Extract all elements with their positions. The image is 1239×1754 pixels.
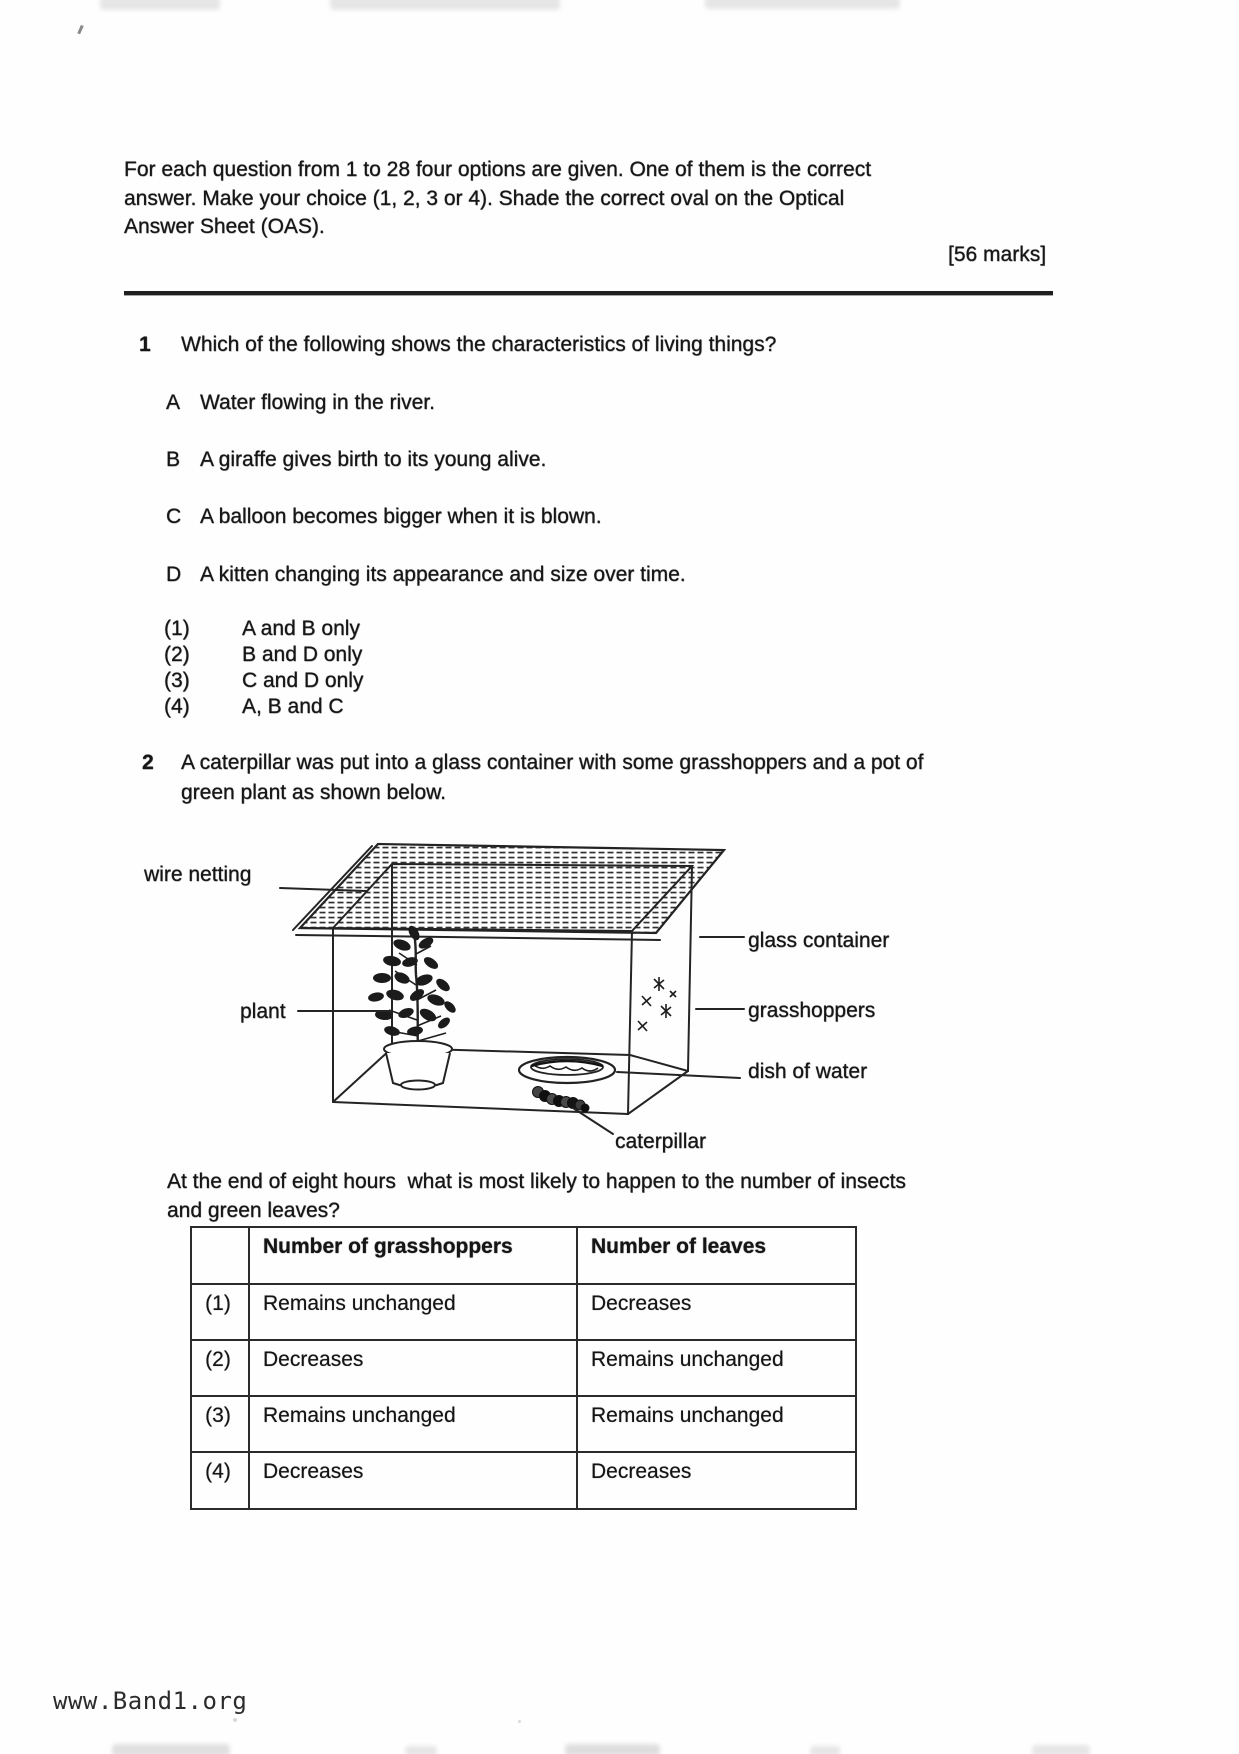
plant-figure [367,924,457,1049]
table-cell-leaves: Remains unchanged [577,1340,856,1396]
wire-netting [293,844,724,940]
option-letter: B [166,448,181,471]
table-cell-leaves: Decreases [577,1452,856,1509]
table-cell-grasshoppers: Decreases [249,1452,577,1509]
scan-speck [518,1720,521,1723]
table-row [191,1452,856,1509]
table-cell-option: (2) [191,1340,249,1396]
table-cell-grasshoppers: Decreases [249,1340,577,1396]
scan-smudge [705,0,900,9]
question-text: Which of the following shows the characteristics of living things? [181,333,777,356]
table-row [191,1340,856,1396]
question-text: and green leaves? [167,1199,340,1222]
option-text: A balloon becomes bigger when it is blown. [200,505,602,528]
source-website: www.Band1.org [53,1687,248,1715]
marks-allocation: [56 marks] [948,243,1047,266]
option-letter: C [166,505,182,528]
question-number: 2 [142,751,154,774]
diagram-label-wire-netting: wire netting [144,863,252,886]
table-cell-leaves: Decreases [577,1284,856,1340]
table-cell-option: (3) [191,1396,249,1452]
choice-text: A, B and C [242,695,344,718]
diagram-label-dish-of-water: dish of water [748,1060,868,1083]
scan-speck [233,1718,237,1722]
choice-text: C and D only [242,669,364,692]
diagram-label-glass-container: glass container [748,929,890,952]
caterpillar-figure [533,1087,590,1113]
table-cell-option: (4) [191,1452,249,1509]
scan-smudge [565,1744,660,1754]
answer-table [190,1226,857,1510]
grasshopper-marks [638,977,676,1031]
table-row [191,1396,856,1452]
scan-smudge [1032,1745,1090,1754]
scan-smudge [810,1746,840,1754]
table-cell-grasshoppers: Remains unchanged [249,1284,577,1340]
table-header-blank [191,1227,249,1284]
question-text: green plant as shown below. [181,781,447,804]
choice-label: (4) [164,695,190,718]
option-letter: D [166,563,182,586]
diagram-label-caterpillar: caterpillar [615,1130,707,1153]
plant-pot [384,1041,452,1090]
scan-smudge [405,1746,437,1754]
diagram-label-plant: plant [240,1000,286,1023]
instructions-line: answer. Make your choice (1, 2, 3 or 4). Shade the correct oval on the Optical [124,187,845,210]
section-divider [124,291,1053,295]
instructions-line: Answer Sheet (OAS). [124,215,325,238]
scan-smudge [330,0,560,10]
choice-label: (3) [164,669,190,692]
instructions-line: For each question from 1 to 28 four options are given. One of them is the correct [124,158,872,181]
option-text: A kitten changing its appearance and size over time. [200,563,686,586]
scan-smudge [100,0,220,10]
table-cell-leaves: Remains unchanged [577,1396,856,1452]
option-text: Water flowing in the river. [200,391,435,414]
question-text: A caterpillar was put into a glass container with some grasshoppers and a pot of [181,751,924,774]
water-dish [519,1057,615,1083]
choice-text: A and B only [242,617,360,640]
question-number: 1 [139,333,151,356]
choice-label: (2) [164,643,190,666]
diagram-label-grasshoppers: grasshoppers [748,999,876,1022]
table-header-grasshoppers: Number of grasshoppers [249,1227,577,1284]
scan-tick-mark [77,25,83,34]
choice-text: B and D only [242,643,363,666]
table-cell-option: (1) [191,1284,249,1340]
option-text: A giraffe gives birth to its young alive. [200,448,547,471]
question-text: At the end of eight hours what is most likely to happen to the number of insects [167,1170,906,1193]
option-letter: A [166,391,181,414]
table-row [191,1284,856,1340]
table-header-leaves: Number of leaves [577,1227,856,1284]
choice-label: (1) [164,617,190,640]
table-cell-grasshoppers: Remains unchanged [249,1396,577,1452]
scan-smudge [112,1744,230,1754]
